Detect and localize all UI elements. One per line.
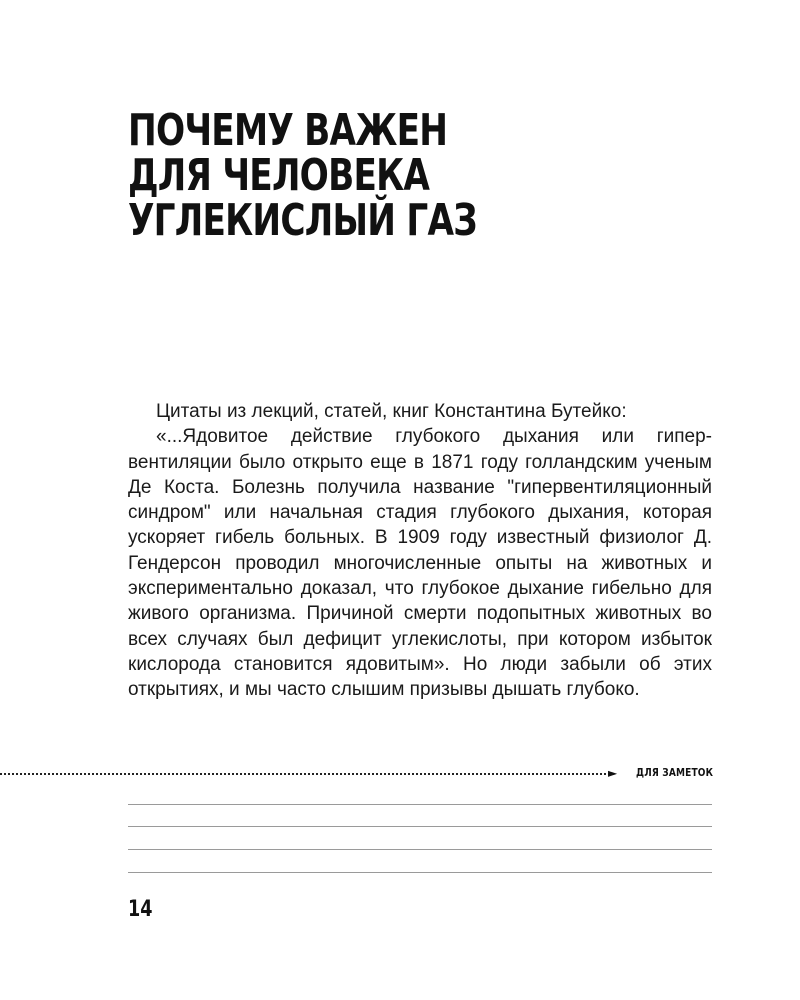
chapter-title-line: ДЛЯ ЧЕЛОВЕКА — [128, 150, 430, 201]
arrow-right-icon: ► — [608, 766, 618, 780]
chapter-title — [128, 105, 565, 246]
chapter-title-line: ПОЧЕМУ ВАЖЕН — [128, 105, 448, 156]
body-text — [128, 399, 712, 703]
page-number: 14 — [128, 897, 153, 922]
chapter-title-line: УГЛЕКИСЛЫЙ ГАЗ — [128, 195, 477, 246]
note-line — [128, 872, 712, 873]
notes-dotted-rule — [0, 773, 614, 775]
intro-paragraph: Цитаты из лекций, статей, книг Константина Бутейко: — [156, 401, 627, 422]
note-line — [128, 849, 712, 850]
notes-label: ДЛЯ ЗАМЕТОК — [636, 766, 714, 779]
quote-paragraph: «...Ядовитое действие глубокого дыхания или гипервентиляции было открыто еще в 1871 году голландским ученым Де Коста. Болезнь получила название "гипервентиляционный синдром" или начальная стадия глубокого дыхания, которая ускоряет гибель больных. В 1909 году известный физиолог Д. Гендерсон проводил многочисленные опыты на животных и экспериментально доказал, что глубокое дыхание гибельно для живого организма. Причиной смерти подопытных животных во всех случаях был дефицит углекислоты, при котором избыток кислорода становится ядовитым». Но люди забыли об этих открытиях, и мы часто слышим призывы дышать глубоко. — [128, 426, 712, 701]
note-line — [128, 804, 712, 805]
note-line — [128, 826, 712, 827]
